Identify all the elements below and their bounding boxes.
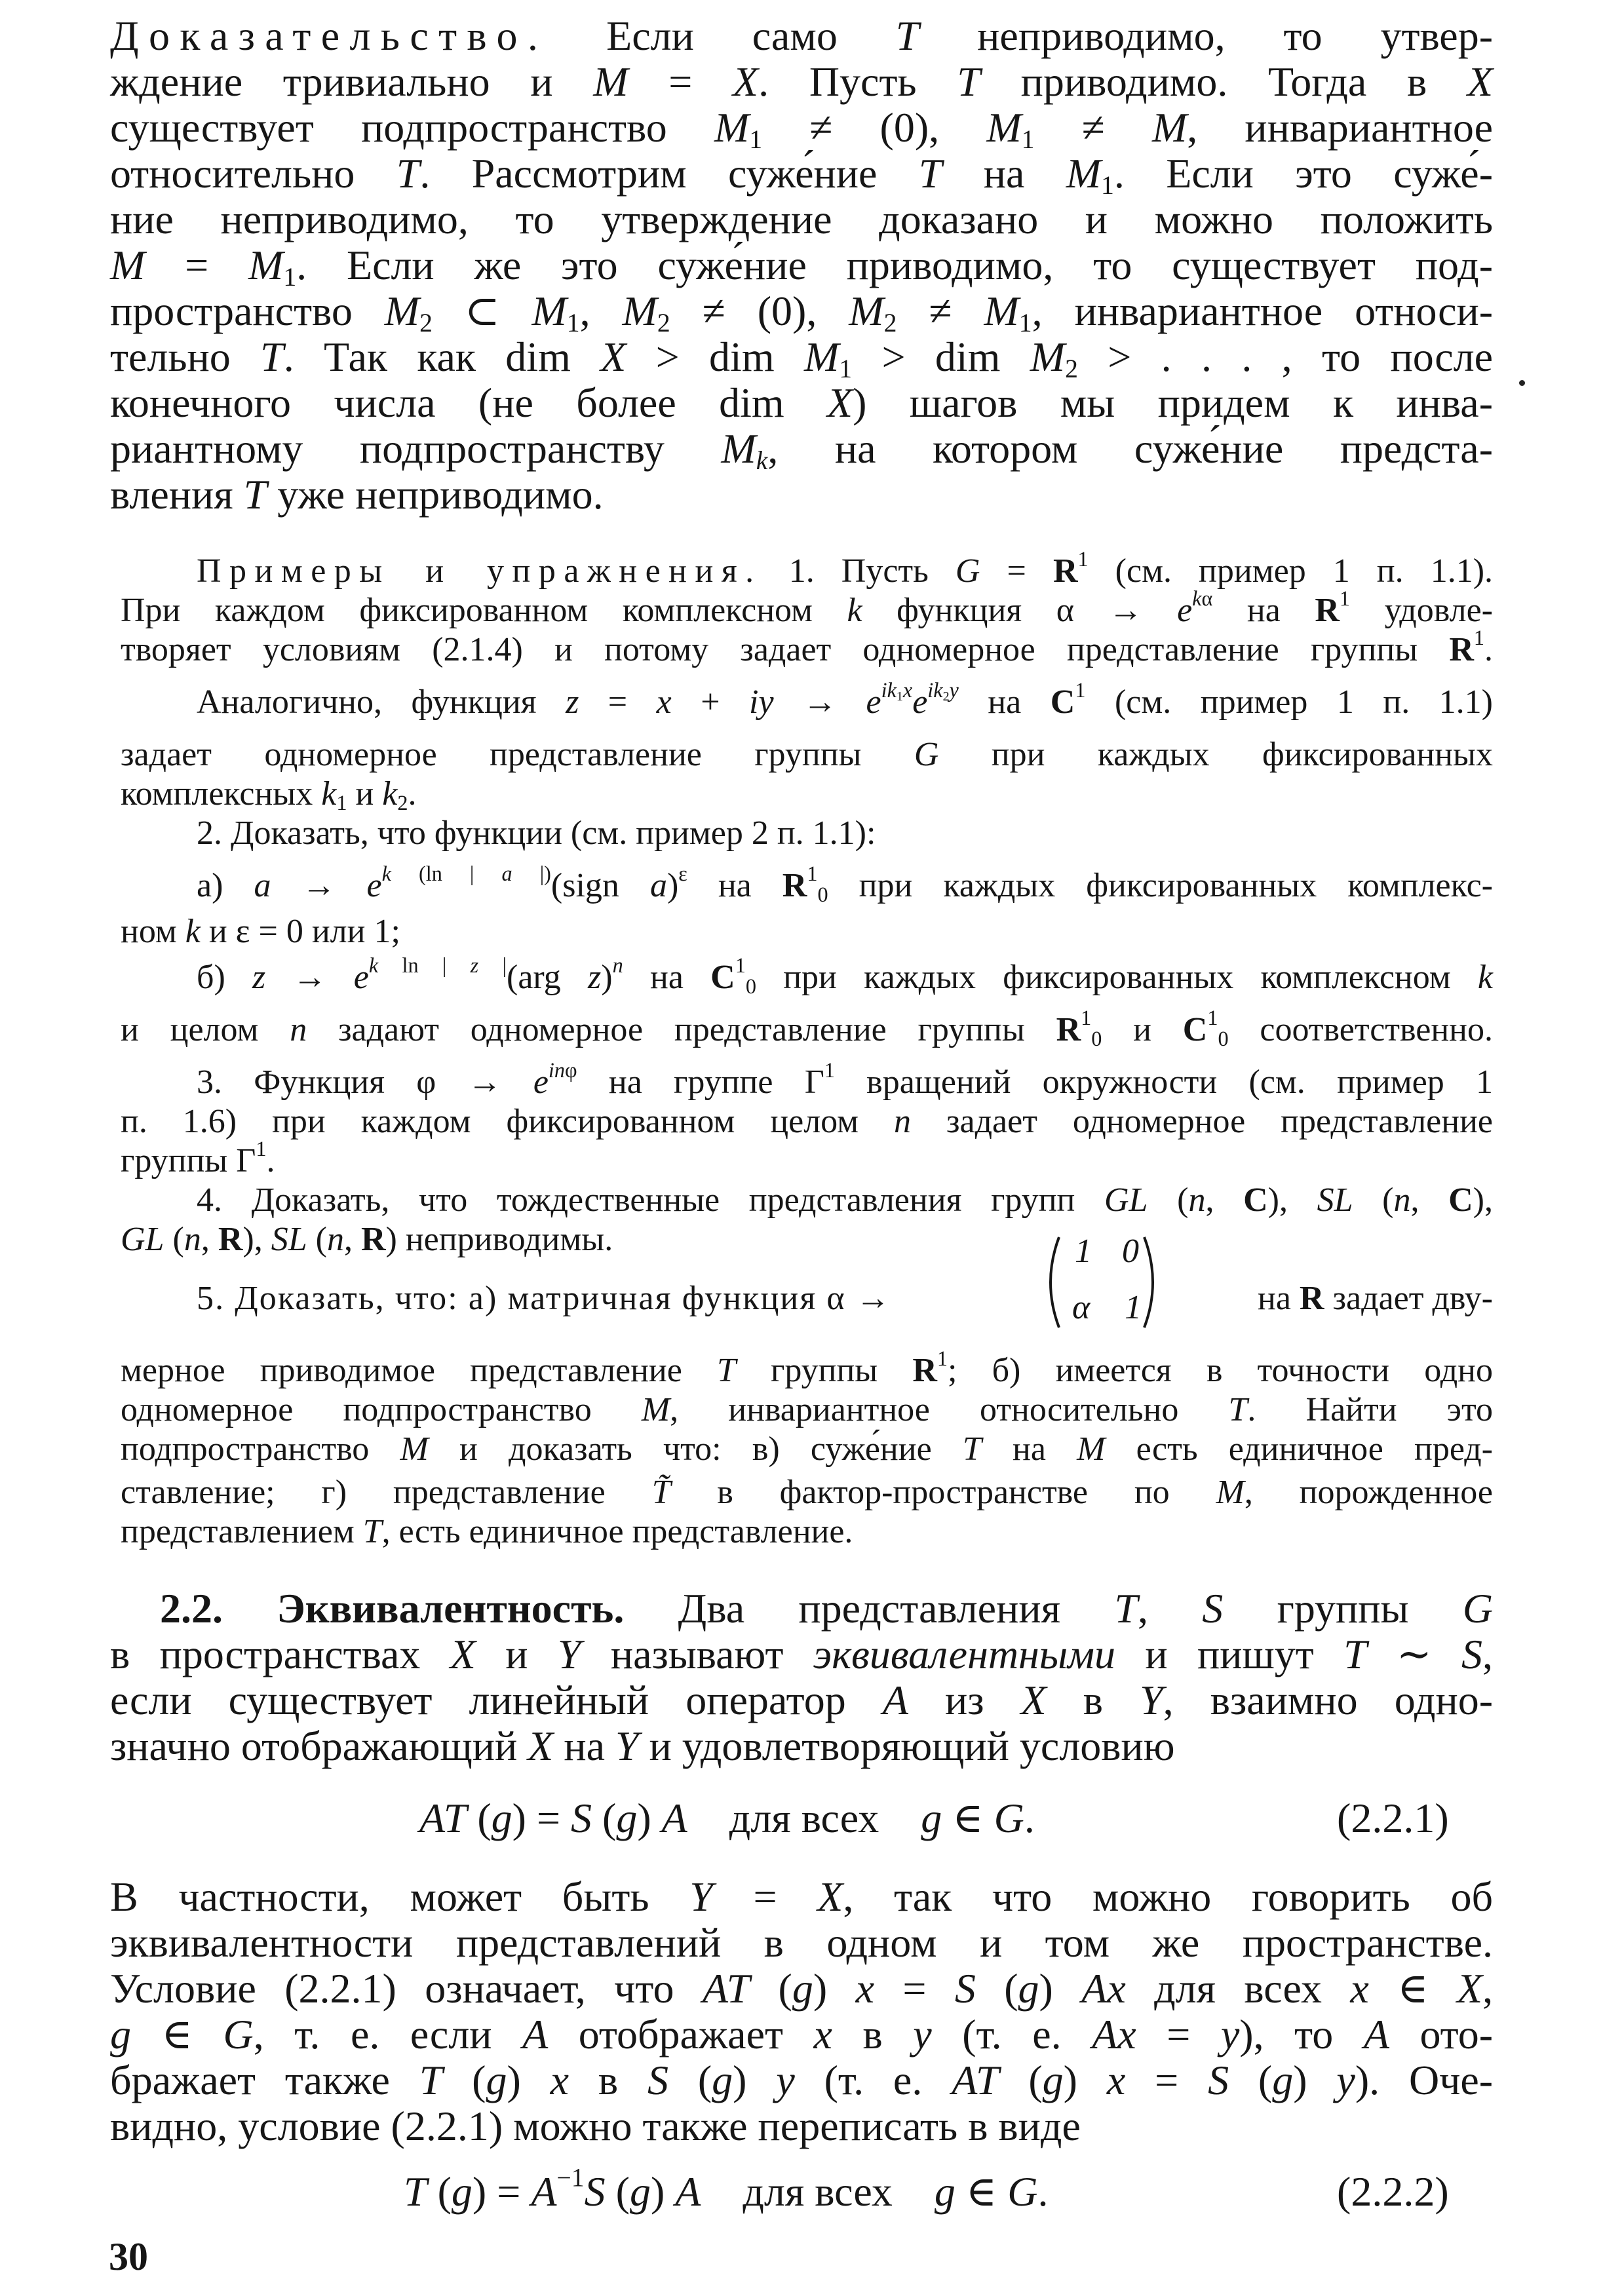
examples-line: 3. Функция $\varphi \to e^{in\varphi}$ на группе $\Gamma^1$ вращений окружности (см. пример 1 (197, 1058, 1493, 1101)
proof-line: ние неприводимо, то утверждение доказано и можно положить (110, 196, 1493, 242)
examples-line: ном k и ε = 0 или 1; (121, 913, 400, 950)
examples-line: группы $\Gamma^1$. (121, 1136, 275, 1179)
examples-line: б) $z \to e^{k ln | z |}(arg$ z)$^n$ на $C^1_0$ при каждых фиксированных комплексном k (197, 953, 1493, 999)
examples-line: задает одномерное представление группы G при каждых фиксированных (121, 736, 1493, 773)
proof-line: риантному подпространству $M_k$, на котором суже́ние предста- (110, 425, 1494, 475)
examples-line: творяет условиям (2.1.4) и потому задает одномерное представление группы $R^1$. (121, 625, 1493, 668)
proof-line: пространство $M_2$ ⊂ $M_1$, $M_2 \ne (0)$, $M_2 \ne M_1$, инвариантное относи- (110, 288, 1494, 337)
examples-line: мерное приводимое представление T группы $R^1$; б) имеется в точности одно (121, 1346, 1493, 1389)
section-line: значно отображающий X на Y и удовлетворяющий условию (110, 1723, 1175, 1769)
matrix-element: 1 (1075, 1233, 1092, 1270)
section-line: эквивалентности представлений в одном и том же пространстве. (110, 1919, 1493, 1966)
examples-line: Аналогично, функция z = x + iy → $e^{ik_1x}e^{ik_2y}$ на $C^1$ (см. пример 1 п. 1.1) (197, 678, 1494, 721)
section-line: если существует линейный оператор A из X в Y, взаимно одно- (110, 1677, 1493, 1723)
examples-line: GL (n, R), SL (n, R) неприводимы. (121, 1221, 613, 1258)
examples-line: Примеры и упражнения. 1. Пусть $G = R^1$ (см. пример 1 п. 1.1). (197, 546, 1494, 590)
proof-line: конечного числа (не более dim X) шагов мы придем к инва- (110, 379, 1493, 426)
matrix-brackets (1039, 1233, 1164, 1331)
stray-dot-mark (1519, 380, 1525, 386)
equation-2-2-2: T $(g) = A^{-1}S$ (g) A для всех g ∈ G. (404, 2163, 1049, 2215)
examples-line: представлением T, есть единичное представление. (121, 1513, 853, 1550)
exercise-5-line: 5. Доказать, что: а) матричная функция α → (197, 1280, 891, 1317)
equation-2-2-1: AT (g) = S (g) A для всех g ∈ G. (419, 1795, 1035, 1841)
matrix-element: 1 (1125, 1289, 1142, 1326)
proof-line: $M = M_1$. Если же это суже́ние приводимо, то существует под- (110, 242, 1494, 292)
section-line: g ∈ G, т. е. если A отображает x в y (т. е. Ax = y), то A ото- (110, 2011, 1494, 2057)
page-number: 30 (109, 2235, 148, 2278)
examples-line: 4. Доказать, что тождественные представления групп GL (n, C), SL (n, C), (197, 1181, 1493, 1219)
section-line: В частности, может быть Y = X, так что можно говорить об (110, 1873, 1494, 1920)
section-line: в пространствах X и Y называют эквивалентными и пишут T ∼ S, (110, 1631, 1494, 1677)
examples-line: 2. Доказать, что функции (см. пример 2 п. 1.1): (197, 814, 876, 852)
examples-line: одномерное подпространство M, инвариантное относительно T. Найти это (121, 1391, 1494, 1428)
section-line: видно, условие (2.2.1) можно также переписать в виде (110, 2103, 1081, 2149)
proof-line: тельно T. Так как dim X > dim $M_1$ > dim $M_2$ > . . . , то после (110, 334, 1494, 383)
examples-line: и целом n задают одномерное представление группы $R^1_0$ и $C^1_0$ соответственно. (121, 1005, 1493, 1051)
examples-line: комплексных $k_1$ и $k_2$. (121, 775, 417, 815)
proof-line: ждение тривиально и M = X. Пусть T приводимо. Тогда в X (110, 58, 1494, 105)
examples-line: При каждом фиксированном комплексном k функция $\alpha \to e^{k\alpha}$ на $R^1$ удовле- (121, 586, 1493, 629)
examples-line: подпространство M и доказать что: в) суже́ние T на M есть единичное пред- (121, 1430, 1493, 1468)
equation-number: (2.2.1) (1337, 1795, 1449, 1841)
proof-line: относительно T. Рассмотрим суже́ние T на $M_1$. Если это суже́- (110, 150, 1494, 200)
section-heading-line: 2.2. Эквивалентность. Два представления T, S группы G (160, 1585, 1494, 1632)
matrix-element: α (1072, 1289, 1091, 1326)
proof-line: существует подпространство $M_1 \ne (0)$, $M_1 \ne M$, инвариантное (110, 104, 1494, 154)
exercise-5-line-end: на R задает дву- (1258, 1280, 1493, 1317)
examples-line: ставление; г) представление T̃ в фактор-пространстве по M, порожденное (121, 1474, 1494, 1511)
matrix-element: 0 (1122, 1233, 1139, 1270)
examples-line: п. 1.6) при каждом фиксированном целом n задает одномерное представление (121, 1103, 1493, 1140)
equation-number: (2.2.2) (1337, 2168, 1449, 2215)
proof-line: вления T уже неприводимо. (110, 471, 604, 518)
examples-line: а) $a \to e^{k (ln | a |)}(sign$ a)$^\varepsilon$ на $R^1_0$ при каждых фиксированных комплекс- (197, 861, 1493, 907)
section-line: Условие (2.2.1) означает, что AT (g) x = S (g) Ax для всех x ∈ X, (110, 1965, 1494, 2012)
proof-line: Доказательство. Если само T неприводимо, то утвер- (110, 12, 1493, 59)
section-line: бражает также T (g) x в S (g) y (т. е. AT (g) x = S (g) y). Оче- (110, 2057, 1494, 2103)
